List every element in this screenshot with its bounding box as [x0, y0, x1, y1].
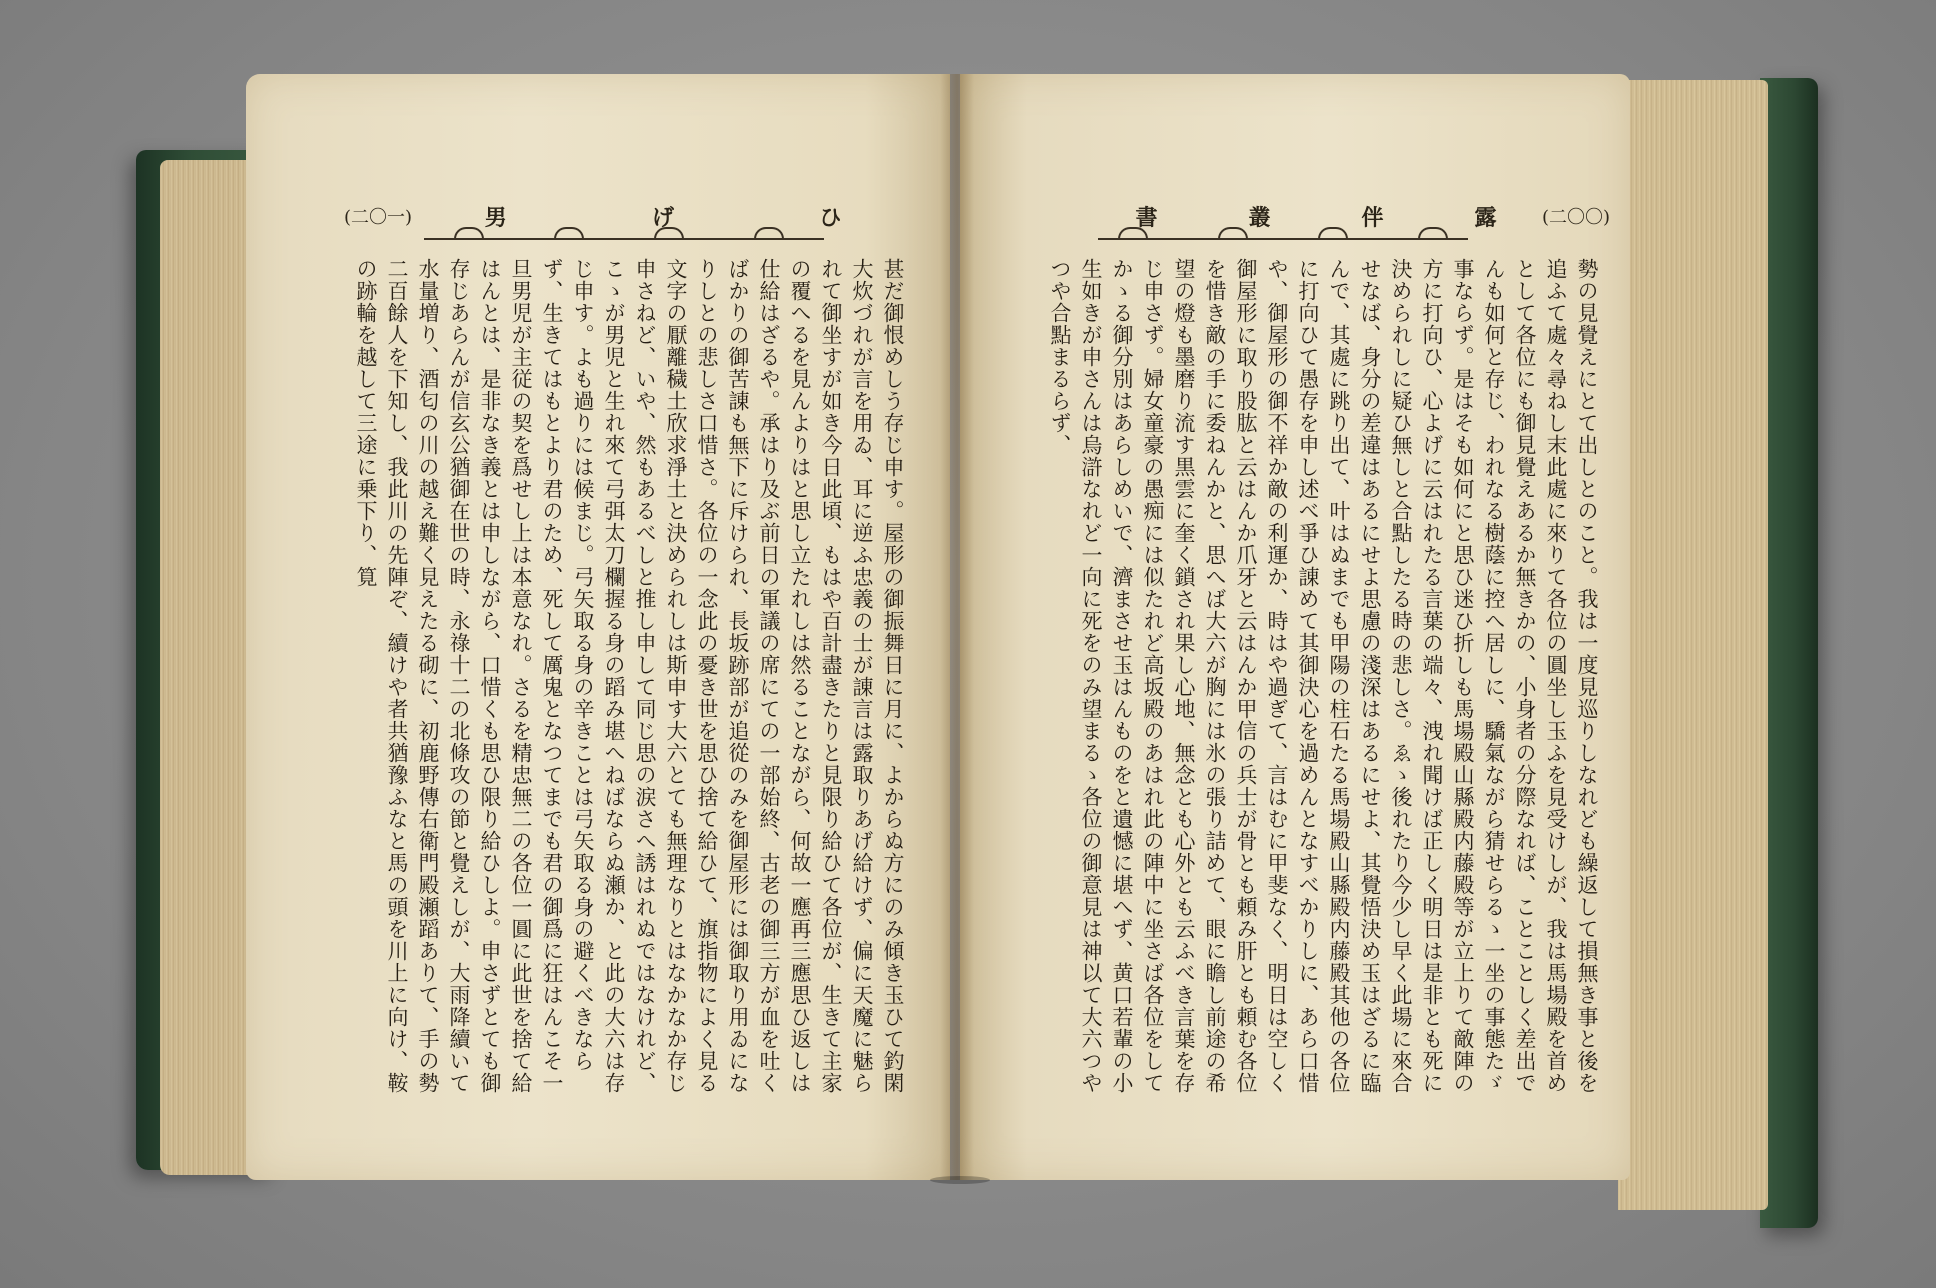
right-page-number: (二〇〇)	[1541, 207, 1610, 228]
left-body-text: 甚だ御恨めしう存じ申す。屋形の御振舞日に月に、よからぬ方にのみ傾き玉ひて釣閑大炊づれが言を用ゐ、耳に逆ふ忠義の士が諌言は露取りあげ給けず、偏に天魔に魅られて御坐すが如き今日此頃、もはや百計盡きたりと見限り給ひて各位が、生きて主家の覆へるを見んよりはと思し立たれしは然ることながら、何故一應再三應思ひ返しは仕給はざるや。承はり及ぶ前日の軍議の席にての一部始終、古老の御三方が血を吐くばかりの御苦諌も無下に斥けられ、長坂跡部が追從のみを御屋形には御取り用ゐになりしとの悲しさ口惜さ。各位の一念此の憂き世を思ひ捨て給ひて、旗指物によく見る文字の厭離穢土欣求淨土と決められしは斯申す大六とても無理なりとはなかなか存じ申さねど、いや、然もあるべしと推し申して同じ思の涙さへ誘はれぬではなけれど、こゝが男児と生れ來て弓弭太刀欄握る身の蹈み堪へねばならぬ瀬か、と此の大六は存じ申す。よも過りには候まじ。弓矢取る身の辛きことは弓矢取る身の避くべきならず、生きてはもとより君のため、死して厲鬼となつてまでも君の御爲に狂はんこそ一旦男児が主従の契を爲せし上は本意なれ。さるを精忠無二の各位一圓に此世を捨て給はんとは、是非なき義とは申しながら、口惜くも思ひ限り給ひしよ。申さずとても御存じあらんが信玄公猶御在世の時、永祿十二の北條攻の節と覺えしが、大雨降續いて水量増り、酒匂の川の越え難く見えたる砌に、初鹿野傳右衛門殿瀬蹈ありて、手の勢二百餘人を下知し、我此川の先陣ぞ、續けや者共猶豫ふなと馬の頭を川上に向け、鞍の跡輪を越して三途に乗下り、筧	[354, 258, 905, 1094]
rule-ornament	[454, 227, 484, 239]
spine-shadow	[930, 1176, 990, 1184]
page-edges-right	[1618, 80, 1768, 1210]
left-title-char: 男	[484, 204, 507, 231]
rule-ornament	[1218, 227, 1248, 239]
right-title-char: 書	[1135, 204, 1158, 231]
rule-ornament	[754, 227, 784, 239]
right-title-char: 露	[1474, 204, 1497, 231]
left-header-rule	[424, 226, 824, 240]
right-body-text: 勢の見覺えにとて出しとのこと。我は一度見巡りしなれども繰返して損無き事と後を追ふて處々尋ねし末此處に來りて各位の圓坐し玉ふを見受けしが、我は馬場殿を首めとして各位にも御見覺えあるか無きかの、小身者の分際なれば、ことことしく差出でんも如何と存じ、われなる樹蔭に控へ居しに、驕氣ながら猜せらるゝ一坐の事態たゞ事ならず。是はそも如何にと思ひ迷ひ折しも馬場殿山縣殿内藤殿等が立上りて敵陣の方に打向ひ、心よげに云はれたる言葉の端々、洩れ聞けば正しく明日は是非とも死に決められしに疑ひ無しと合點したる時の悲しさ。ゑゝ後れたり今少し早く此場に來合せなば、身分の差違はあるにせよ思慮の淺深はあるにせよ、其覺悟決め玉はざるに臨んで、其處に跳り出て、叶はぬまでも甲陽の柱石たる馬場殿山縣殿内藤殿其他の各位に打向ひて愚存を申し述べ爭ひ諌めて其御決心を過めんとなすべかりしに、あら口惜や、御屋形の御不祥か敵の利運か、時はや過ぎて、言はむに甲斐なく、明日は空しく御屋形に取り股肱と云はんか爪牙と云はんか甲信の兵士が骨とも頼み肝とも頼む各位を惜き敵の手に委ねんかと、思へば大六が胸には氷の張り詰めて、眼に瞻し前途の希望の燈も墨磨り流す黒雲に奎く鎖され果し心地、無念とも心外とも云ふべき言葉を存じ申さず。婦女童豪の愚痴には似たれど高坂殿のあはれ此の陣中に坐さば各位をしてかゝる御分別はあらしめいで、濟まさせ玉はんものをと遺憾に堪へず、黄口若輩の小生如きが申さんは烏滸なれど一向に死をのみ望まるゝ各位の御意見は神以て大六つやつや合點まるらず、	[1048, 258, 1599, 1094]
book-gutter	[940, 74, 974, 1180]
book-cover-right	[1760, 78, 1818, 1228]
rule-ornament	[1418, 227, 1448, 239]
left-page-number: (二〇一)	[344, 207, 413, 228]
left-title-char: ひ	[819, 204, 842, 231]
page-edges-left	[160, 160, 260, 1175]
right-header-rule	[1098, 226, 1468, 240]
right-title-char: 伴	[1361, 204, 1384, 231]
rule-ornament	[1318, 227, 1348, 239]
rule-ornament	[554, 227, 584, 239]
left-title-char: げ	[652, 204, 675, 231]
rule-ornament	[654, 227, 684, 239]
right-title-char: 叢	[1248, 204, 1271, 231]
rule-ornament	[1118, 227, 1148, 239]
left-page-body	[344, 258, 908, 1102]
right-page-body	[1030, 258, 1602, 1102]
